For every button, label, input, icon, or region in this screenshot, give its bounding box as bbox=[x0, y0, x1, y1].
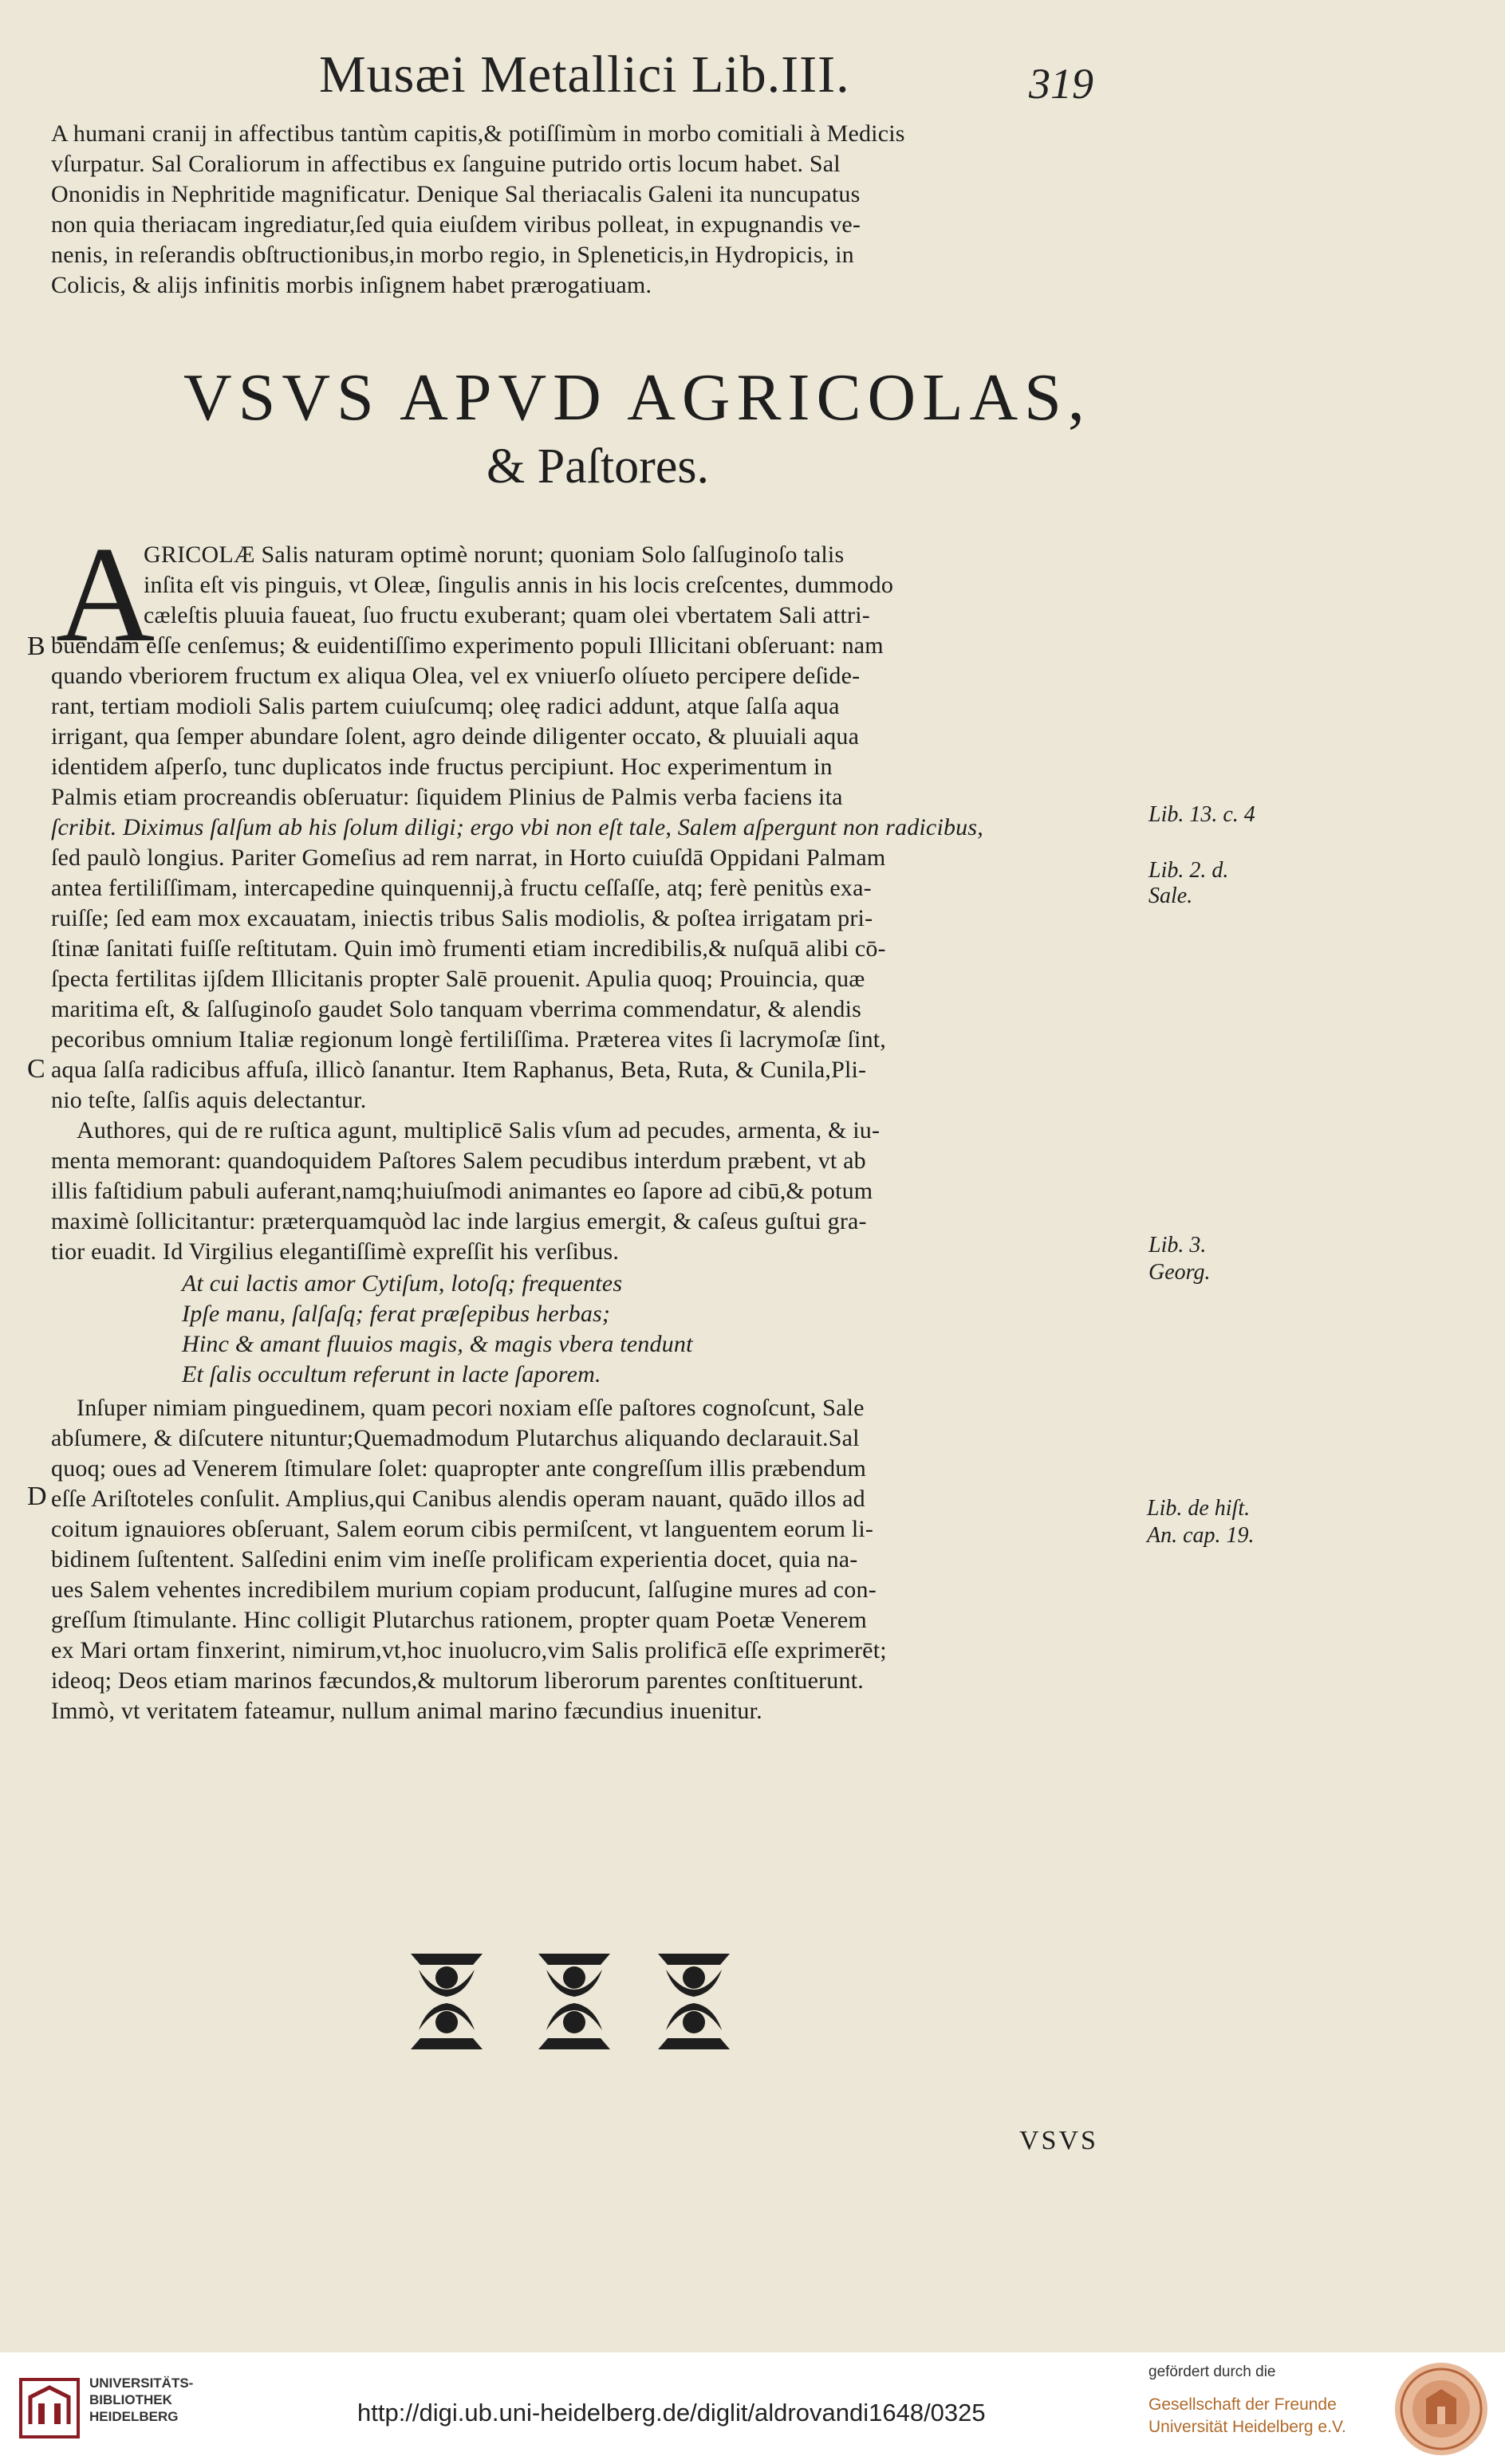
section-heading: VSVS APVD AGRICOLAS, bbox=[183, 360, 1091, 435]
text-line: nio teſte, ſalſis aquis delectantur. bbox=[51, 1087, 367, 1113]
text-line: maximè ſollicitantur: præterquamquòd lac inde largius emergit, & caſeus guſtui gra- bbox=[51, 1208, 867, 1234]
text-line: A humani cranij in affectibus tantùm capitis,& potiſſimùm in morbo comitiali à Medicis bbox=[51, 120, 905, 147]
verse-line: Et ſalis occultum referunt in lacte ſaporem. bbox=[182, 1361, 601, 1387]
text-line: GRICOLÆ Salis naturam optimè norunt; quoniam Solo ſalſuginoſo talis bbox=[144, 541, 845, 568]
section-subheading: & Paſtores. bbox=[487, 439, 709, 494]
text-line: Inſuper nimiam pinguedinem, quam pecori noxiam eſſe paſtores cognoſcunt, Sale bbox=[77, 1395, 865, 1421]
funded-by-label: gefördert durch die bbox=[1148, 2364, 1276, 2380]
side-note: Sale. bbox=[1148, 884, 1193, 908]
margin-letter-c: C bbox=[27, 1054, 45, 1084]
page-number: 319 bbox=[1029, 60, 1093, 108]
text-line: greſſum ſtimulante. Hinc colligit Plutarchus rationem, propter quam Poetæ Venerem bbox=[51, 1607, 867, 1633]
text-line: inſita eſt vis pinguis, vt Oleæ, ſingulis annis in his locis creſcentes, dummodo bbox=[144, 572, 894, 598]
text-line: quando vberiorem fructum ex aliqua Olea, vel ex vniuerſo olíueto percipere deſide- bbox=[51, 663, 861, 689]
side-note: Georg. bbox=[1148, 1260, 1211, 1285]
text-line: coitum ignauiores obſeruant, Salem eorum cibis permiſcent, vt languentem eorum li- bbox=[51, 1516, 874, 1542]
margin-letter-b: B bbox=[27, 632, 45, 661]
verse-line: At cui lactis amor Cytiſum, lotoſq; frequentes bbox=[182, 1270, 623, 1297]
catchword: VSVS bbox=[1019, 2126, 1098, 2155]
text-line: eſſe Ariſtoteles conſulit. Amplius,qui Canibus alendis operam nauant, quādo illos ad bbox=[51, 1486, 865, 1512]
text-line: antea fertiliſſimam, intercapedine quinquennij,à fructu ceſſaſſe, atq; ferè penitùs exa- bbox=[51, 875, 872, 901]
text-line: Palmis etiam procreandis obſeruatur: ſiquidem Plinius de Palmis verba faciens ita bbox=[51, 784, 843, 810]
text-line: aqua ſalſa radicibus affuſa, illicò ſanantur. Item Raphanus, Beta, Ruta, & Cunila,Pli- bbox=[51, 1057, 867, 1083]
text-line: maritima eſt, & ſalſuginoſo gaudet Solo tanquam vberrima commendatur, & alendis bbox=[51, 996, 862, 1022]
drop-cap-initial: A bbox=[56, 519, 156, 671]
text-line: abſumere, & diſcutere nituntur;Quemadmodum Plutarchus aliquando declarauit.Sal bbox=[51, 1425, 860, 1451]
text-line: tior euadit. Id Virgilius elegantiſſimè expreſſit his verſibus. bbox=[51, 1238, 620, 1265]
running-title: Musæi Metallici Lib.III. bbox=[319, 45, 850, 104]
text-line: non quia theriacam ingrediatur,ſed quia eiuſdem viribus polleat, in expugnandis ve- bbox=[51, 211, 861, 238]
text-line: ſcribit. Diximus ſalſum ab his ſolum diligi; ergo vbi non eſt tale, Salem aſpergunt non radicibus, bbox=[51, 814, 983, 840]
text-line: ſed paulò longius. Pariter Gomeſius ad rem narrat, in Horto cuiuſdā Oppidani Palmam bbox=[51, 844, 886, 871]
verse-line: Hinc & amant fluuios magis, & magis vbera tendunt bbox=[182, 1331, 693, 1357]
text-line: Ononidis in Nephritide magnificatur. Denique Sal theriacalis Galeni ita nuncupatus bbox=[51, 181, 861, 207]
text-line: rant, tertiam modioli Salis partem cuiuſcumq; oleę radici addunt, atque ſalſa aqua bbox=[51, 693, 840, 719]
text-line: ſpecta fertilitas ijſdem Illicitanis propter Salē prouenit. Apulia quoq; Prouincia, quæ bbox=[51, 966, 865, 992]
text-line: ideoq; Deos etiam marinos fæcundos,& multorum liberorum parentes conſtituerunt. bbox=[51, 1667, 864, 1694]
text-line: cæleſtis pluuia faueat, ſuo fructu exuberant; quam olei vbertatem Sali attri- bbox=[144, 602, 870, 628]
side-note: Lib. 3. bbox=[1148, 1233, 1207, 1258]
university-library-logo-icon bbox=[18, 2376, 81, 2440]
text-line: Authores, qui de re ruſtica agunt, multiplicē Salis vſum ad pecudes, armenta, & iu- bbox=[77, 1117, 881, 1143]
text-line: nenis, in reſerandis obſtructionibus,in morbo regio, in Spleneticis,in Hydropicis, in bbox=[51, 242, 854, 268]
text-line: Immò, vt veritatem fateamur, nullum animal marino fæcundius inuenitur. bbox=[51, 1698, 762, 1724]
side-note: Lib. 2. d. bbox=[1148, 858, 1229, 883]
library-name: UNIVERSITÄTS- BIBLIOTHEK HEIDELBERG bbox=[89, 2375, 194, 2424]
side-note: Lib. 13. c. 4 bbox=[1148, 802, 1255, 827]
university-seal-icon bbox=[1393, 2360, 1490, 2458]
text-line: ruiſſe; ſed eam mox excauatam, iniectis tribus Salis modiolis, & poſtea irrigatam pri- bbox=[51, 905, 873, 931]
text-line: irrigant, qua ſemper abundare ſolent, agro deinde diligenter occato, & pluuiali aqua bbox=[51, 723, 860, 750]
text-line: Colicis, & alijs infinitis morbis inſignem habet prærogatiuam. bbox=[51, 272, 652, 298]
side-note: An. cap. 19. bbox=[1147, 1523, 1255, 1548]
text-line: buendam eſſe cenſemus; & euidentiſſimo experimento populi Illicitani obſeruant: nam bbox=[51, 632, 884, 659]
fleuron-ornament bbox=[403, 1946, 738, 2057]
text-line: vſurpatur. Sal Coraliorum in affectibus ex ſanguine putrido ortis locum habet. Sal bbox=[51, 151, 841, 177]
text-line: ſtinæ ſanitati fuiſſe reſtitutam. Quin imò frumenti etiam incredibilis,& nuſquā alibi cō- bbox=[51, 935, 886, 962]
verse-line: Ipſe manu, ſalſaſq; ferat præſepibus herbas; bbox=[182, 1301, 611, 1327]
text-line: identidem aſperſo, tunc duplicatos inde fructus percipiunt. Hoc experimentum in bbox=[51, 754, 833, 780]
text-line: menta memorant: quandoquidem Paſtores Salem pecudibus interdum præbent, vt ab bbox=[51, 1147, 866, 1174]
text-line: quoq; oues ad Venerem ſtimulare ſolet: quapropter ante congreſſum illis præbendum bbox=[51, 1455, 867, 1482]
text-line: ues Salem vehentes incredibilem murium copiam producunt, ſalſugine mures ad con- bbox=[51, 1576, 877, 1603]
text-line: ex Mari ortam finxerint, nimirum,vt,hoc inuolucro,vim Salis prolificā eſſe exprimerēt; bbox=[51, 1637, 887, 1663]
margin-letter-d: D bbox=[27, 1482, 47, 1511]
viewer-footer bbox=[0, 2352, 1505, 2464]
side-note: Lib. de hiſt. bbox=[1147, 1496, 1251, 1521]
text-line: illis faſtidium pabuli auferant,namq;huiuſmodi animantes eo ſapore ad cibū,& potum bbox=[51, 1178, 873, 1204]
text-line: pecoribus omnium Italiæ regionum longè fertiliſſima. Præterea vites ſi lacrymoſæ ſint, bbox=[51, 1026, 886, 1053]
society-name: Gesellschaft der Freunde Universität Heidelberg e.V. bbox=[1148, 2395, 1346, 2436]
text-line: bidinem ſuſtentent. Salſedini enim vim ineſſe prolificam experientia docet, quia na- bbox=[51, 1546, 858, 1572]
document-url-link[interactable]: http://digi.ub.uni-heidelberg.de/diglit/aldrovandi1648/0325 bbox=[357, 2399, 986, 2427]
